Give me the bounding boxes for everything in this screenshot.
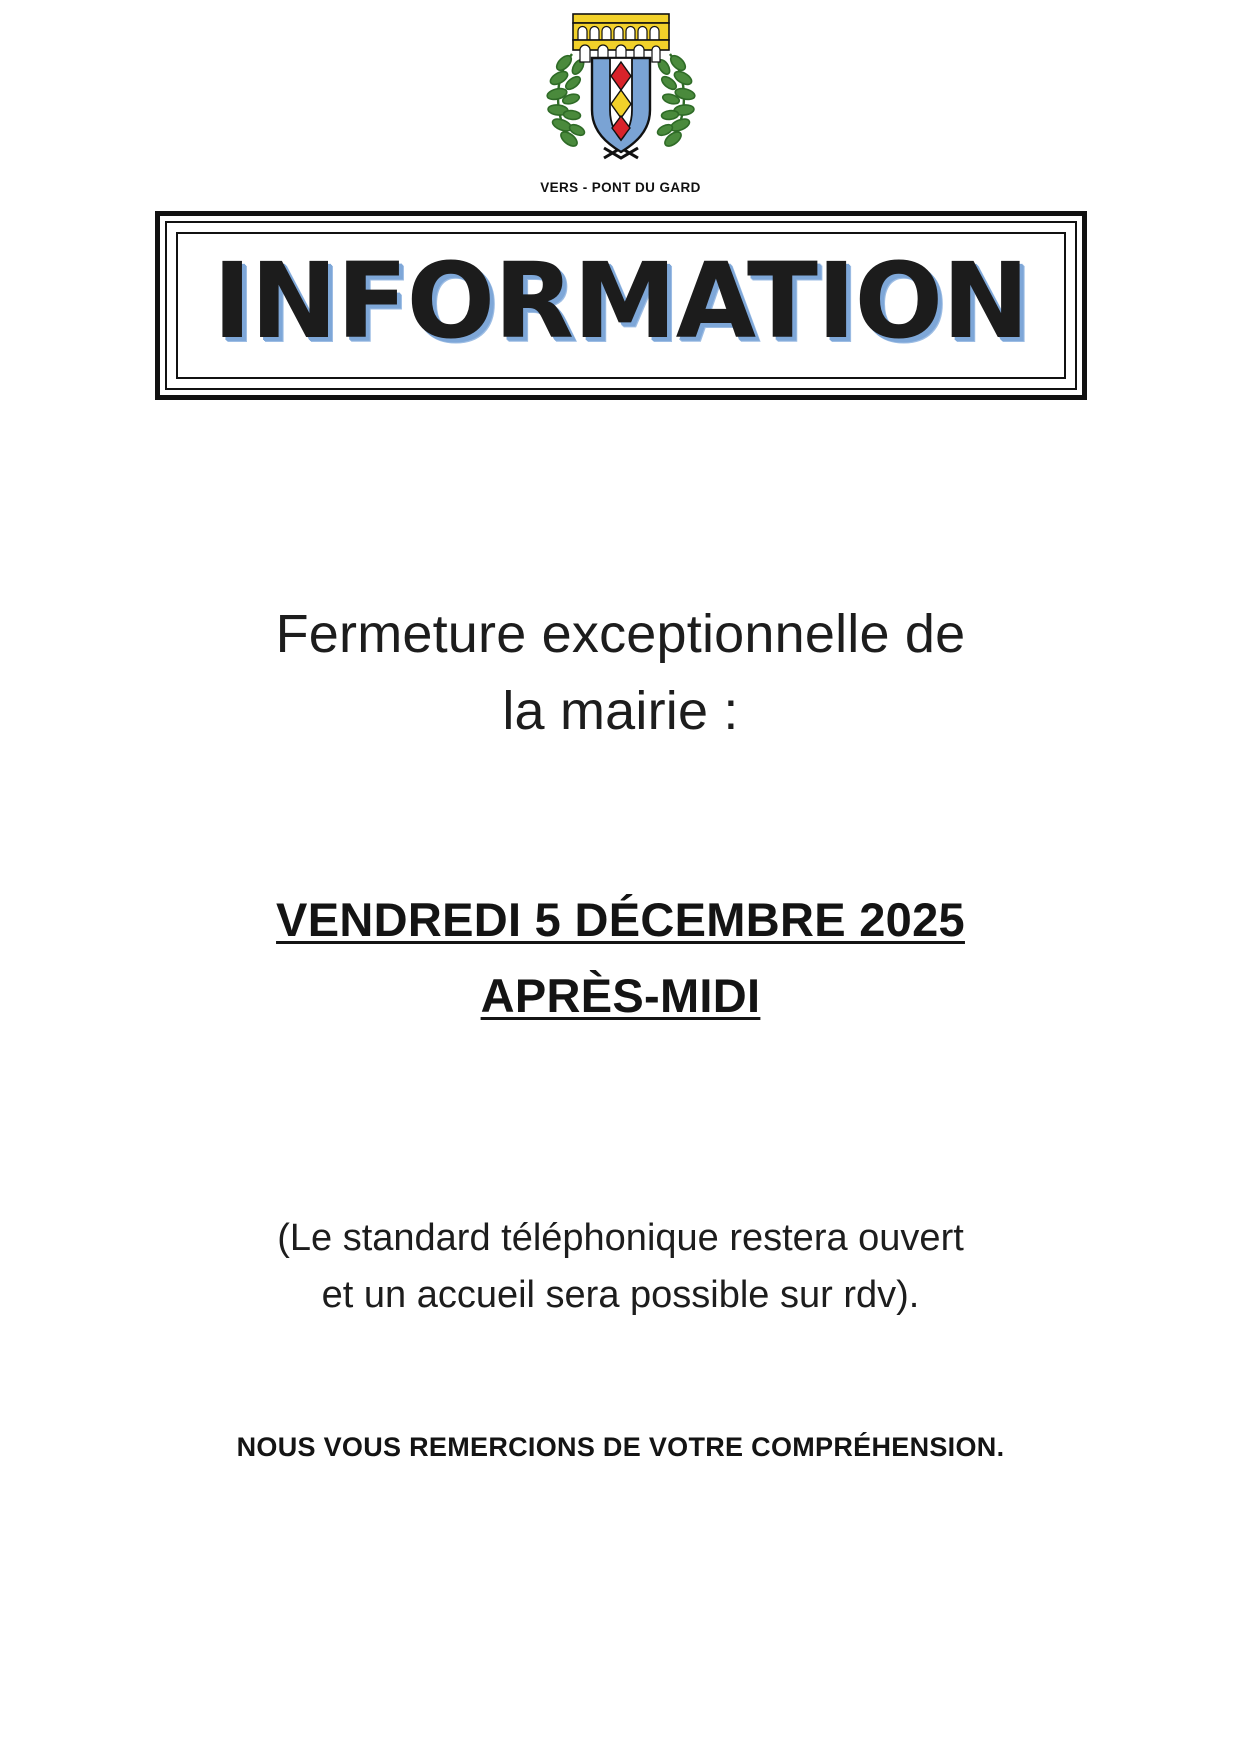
information-banner [155, 211, 1087, 400]
thanks-line: NOUS VOUS REMERCIONS DE VOTRE COMPRÉHENSION. [236, 1432, 1005, 1463]
banner-middle-border [165, 221, 1077, 390]
crest-caption: VERS - PONT DU GARD [540, 180, 701, 195]
poster-body [96, 596, 1146, 1464]
closure-date-line-1: VENDREDI 5 DÉCEMBRE 2025 [276, 893, 965, 947]
crest-block [0, 0, 1241, 195]
lead-line-2: la mairie : [502, 680, 739, 741]
closure-date-line-2: APRÈS-MIDI [480, 969, 761, 1023]
note-line-2: et un accueil sera possible sur rdv). [321, 1274, 920, 1317]
note-paragraph [96, 1210, 1146, 1324]
lead-line-1: Fermeture exceptionnelle de [275, 603, 966, 664]
coat-of-arms-icon [526, 6, 716, 178]
note-line-1: (Le standard téléphonique restera ouvert [277, 1217, 964, 1260]
closure-date [96, 882, 1146, 1034]
banner-inner-border [176, 232, 1066, 379]
lead-paragraph [96, 596, 1146, 750]
banner-title: INFORMATION [212, 240, 1029, 362]
